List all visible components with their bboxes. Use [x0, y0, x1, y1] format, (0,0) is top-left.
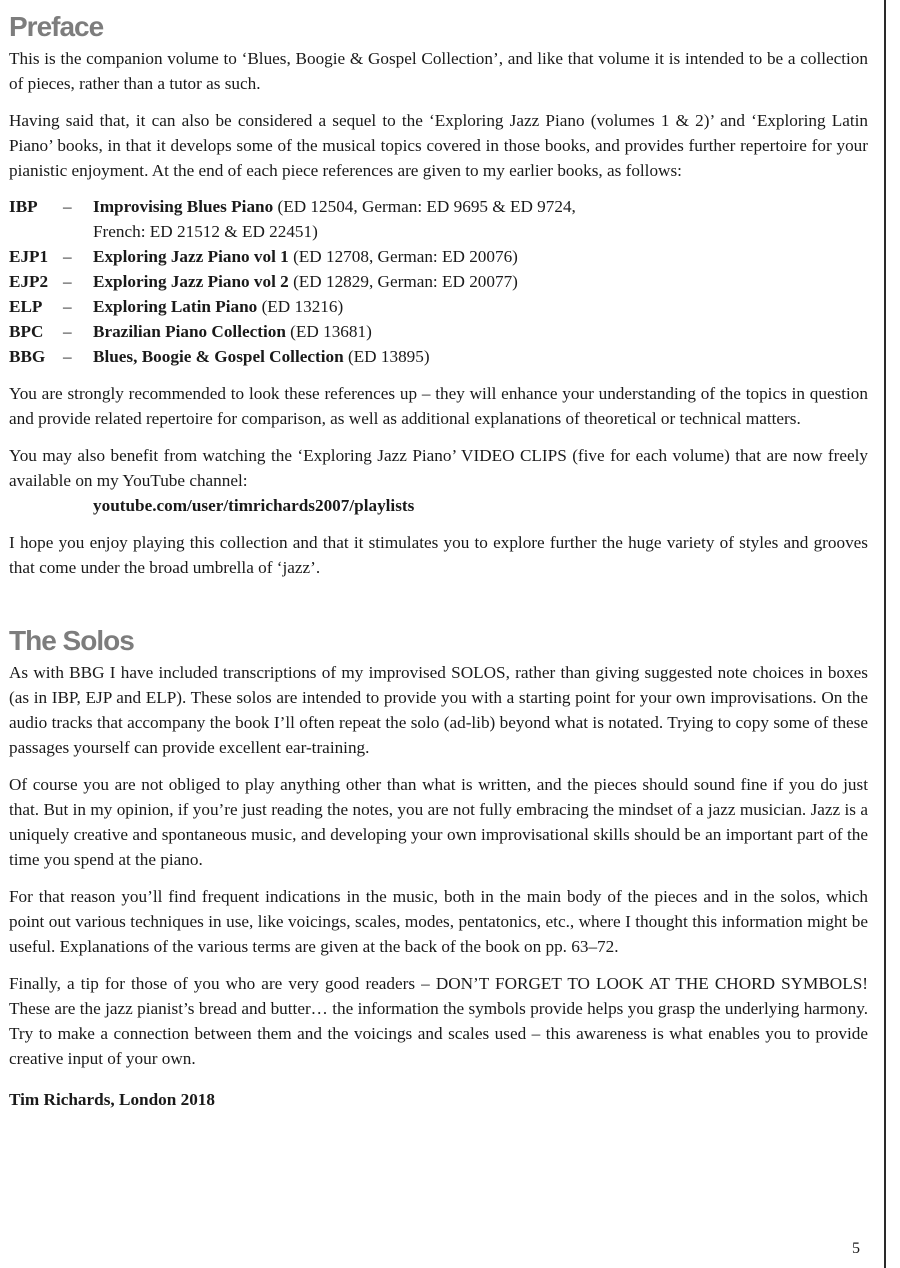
reference-title: Improvising Blues Piano — [93, 197, 274, 216]
reference-code: IBP — [9, 197, 38, 216]
reference-title: Blues, Boogie & Gospel Collection — [93, 347, 344, 366]
preface-paragraph-3: You are strongly recommended to look these references up – they will enhance your understanding of the topics in question and provide related repertoire for comparison, as well as additional explanations of theoretical or technical matters. — [9, 384, 868, 428]
reference-dash: – — [63, 322, 72, 341]
solos-paragraph-4: Finally, a tip for those of you who are very good readers – DON’T FORGET TO LOOK AT THE CHORD SYMBOLS! These are the jazz pianist’s bread and butter… the information the symbols provide helps you grasp the underlying harmony. Try to make a connection between them and the voicings and scales used – this awareness is what enables you to provide creative input of your own. — [9, 974, 868, 1068]
reference-detail: (ED 12708, German: ED 20076) — [288, 247, 518, 266]
reference-title: Exploring Latin Piano — [93, 297, 258, 316]
reference-code: BPC — [9, 322, 44, 341]
reference-title: Exploring Jazz Piano vol 1 — [93, 247, 289, 266]
preface-paragraph-5: I hope you enjoy playing this collection and that it stimulates you to explore further the huge variety of styles and grooves that come under the broad umbrella of ‘jazz’. — [9, 533, 868, 577]
reference-item — [9, 244, 868, 269]
reference-detail: (ED 13681) — [285, 322, 372, 341]
reference-dash: – — [63, 247, 72, 266]
reference-detail: (ED 12829, German: ED 20077) — [288, 272, 518, 291]
reference-item — [9, 319, 868, 344]
reference-dash: – — [63, 272, 72, 291]
page-number: 5 — [852, 1240, 860, 1257]
reference-continuation: French: ED 21512 & ED 22451) — [93, 222, 318, 241]
reference-dash: – — [63, 347, 72, 366]
reference-title: Exploring Jazz Piano vol 2 — [93, 272, 289, 291]
preface-paragraph-4: You may also benefit from watching the ‘Exploring Jazz Piano’ VIDEO CLIPS (five for each volume) that are now freely available on my YouTube channel: — [9, 446, 868, 490]
preface-paragraph-1: This is the companion volume to ‘Blues, Boogie & Gospel Collection’, and like that volume it is intended to be a collection of pieces, rather than a tutor as such. — [9, 49, 868, 93]
reference-code: ELP — [9, 297, 43, 316]
reference-detail: (ED 13895) — [343, 347, 430, 366]
preface-heading: Preface — [9, 11, 104, 42]
reference-detail: (ED 12504, German: ED 9695 & ED 9724, — [273, 197, 576, 216]
youtube-link[interactable]: youtube.com/user/timrichards2007/playlists — [93, 496, 415, 515]
solos-paragraph-3: For that reason you’ll find frequent indications in the music, both in the main body of the pieces and in the solos, which point out various techniques in use, like voicings, scales, modes, pentatonics, etc., where I thought this information might be useful. Explanations of the various terms are given at the back of the book on pp. 63–72. — [9, 887, 868, 956]
reference-code: EJP1 — [9, 247, 49, 266]
reference-item — [9, 194, 868, 219]
reference-item — [9, 269, 868, 294]
reference-item — [9, 344, 868, 369]
solos-paragraph-2: Of course you are not obliged to play anything other than what is written, and the pieces should sound fine if you do just that. But in my opinion, if you’re just reading the notes, you are not fully embracing the mindset of a jazz musician. Jazz is a uniquely creative and spontaneous music, and developing your own improvisational skills should be an important part of the time you spend at the piano. — [9, 775, 868, 869]
reference-dash: – — [63, 297, 72, 316]
solos-heading: The Solos — [9, 625, 134, 656]
reference-code: BBG — [9, 347, 46, 366]
reference-item — [9, 294, 868, 319]
reference-dash: – — [63, 197, 72, 216]
author-signature: Tim Richards, London 2018 — [9, 1090, 215, 1109]
reference-list — [9, 194, 868, 369]
reference-code: EJP2 — [9, 272, 49, 291]
reference-detail: (ED 13216) — [257, 297, 344, 316]
page-content — [9, 8, 868, 1112]
solos-paragraph-1: As with BBG I have included transcriptions of my improvised SOLOS, rather than giving suggested note choices in boxes (as in IBP, EJP and ELP). These solos are intended to provide you with a starting point for your own improvisations. On the audio tracks that accompany the book I’ll often repeat the solo (ad-lib) beyond what is notated. Trying to copy some of these passages yourself can provide excellent ear-training. — [9, 663, 868, 757]
preface-paragraph-2: Having said that, it can also be considered a sequel to the ‘Exploring Jazz Piano (volumes 1 & 2)’ and ‘Exploring Latin Piano’ books, in that it develops some of the musical topics covered in those books, and provides further repertoire for your pianistic enjoyment. At the end of each piece references are given to my earlier books, as follows: — [9, 111, 868, 180]
reference-title: Brazilian Piano Collection — [93, 322, 286, 341]
